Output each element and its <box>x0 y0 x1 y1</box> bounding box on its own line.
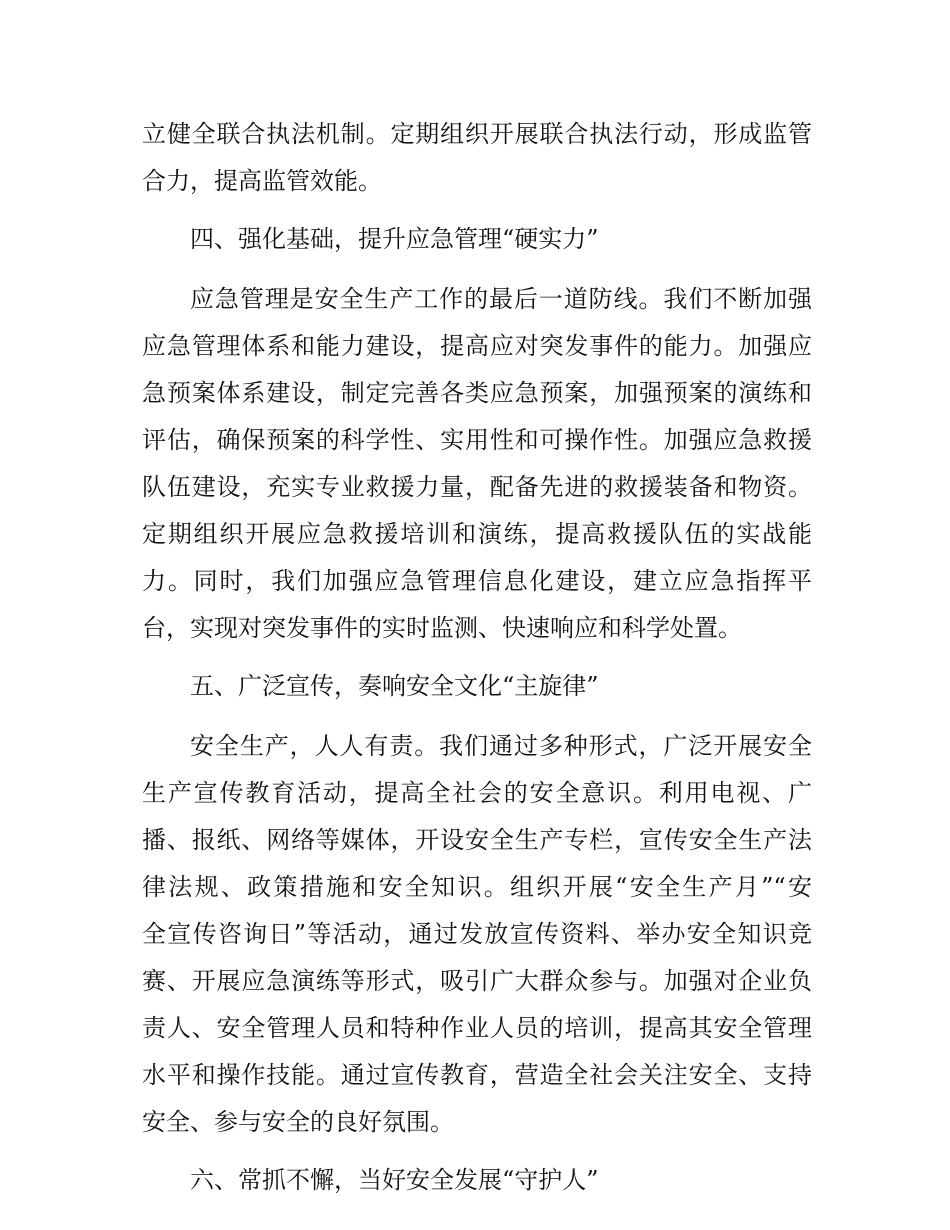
body-line: 台，实现对突发事件的实时监测、快速响应和科学处置。 <box>142 614 742 642</box>
body-line: 律法规、政策措施和安全知识。组织开展“安全生产月”“安 <box>142 873 812 901</box>
body-line: 播、报纸、网络等媒体，开设安全生产专栏，宣传安全生产法 <box>142 826 812 854</box>
body-line: 水平和操作技能。通过宣传教育，营造全社会关注安全、支持 <box>142 1061 812 1089</box>
section-heading: 六、常抓不懈，当好安全发展“守护人” <box>190 1166 599 1194</box>
body-line: 合力，提高监管效能。 <box>142 167 382 195</box>
body-line: 责人、安全管理人员和特种作业人员的培训，提高其安全管理 <box>142 1014 812 1042</box>
body-line: 安全、参与安全的良好氛围。 <box>142 1108 454 1136</box>
body-line: 应急管理是安全生产工作的最后一道防线。我们不断加强 <box>190 285 812 313</box>
section-heading: 五、广泛宣传，奏响安全文化“主旋律” <box>190 672 599 700</box>
body-line: 队伍建设，充实专业救援力量，配备先进的救援装备和物资。 <box>142 473 812 501</box>
body-line: 定期组织开展应急救援培训和演练，提高救援队伍的实战能 <box>142 520 812 548</box>
body-line: 力。同时，我们加强应急管理信息化建设，建立应急指挥平 <box>142 567 812 595</box>
body-line: 全宣传咨询日”等活动，通过发放宣传资料、举办安全知识竞 <box>142 920 812 948</box>
body-line: 评估，确保预案的科学性、实用性和可操作性。加强应急救援 <box>142 426 812 454</box>
body-line: 生产宣传教育活动，提高全社会的安全意识。利用电视、广 <box>142 779 812 807</box>
section-heading: 四、强化基础，提升应急管理“硬实力” <box>190 225 599 253</box>
body-line: 赛、开展应急演练等形式，吸引广大群众参与。加强对企业负 <box>142 967 812 995</box>
body-line: 应急管理体系和能力建设，提高应对突发事件的能力。加强应 <box>142 332 812 360</box>
body-line: 立健全联合执法机制。定期组织开展联合执法行动，形成监管 <box>142 120 812 148</box>
body-line: 急预案体系建设，制定完善各类应急预案，加强预案的演练和 <box>142 379 812 407</box>
body-line: 安全生产，人人有责。我们通过多种形式，广泛开展安全 <box>190 732 812 760</box>
